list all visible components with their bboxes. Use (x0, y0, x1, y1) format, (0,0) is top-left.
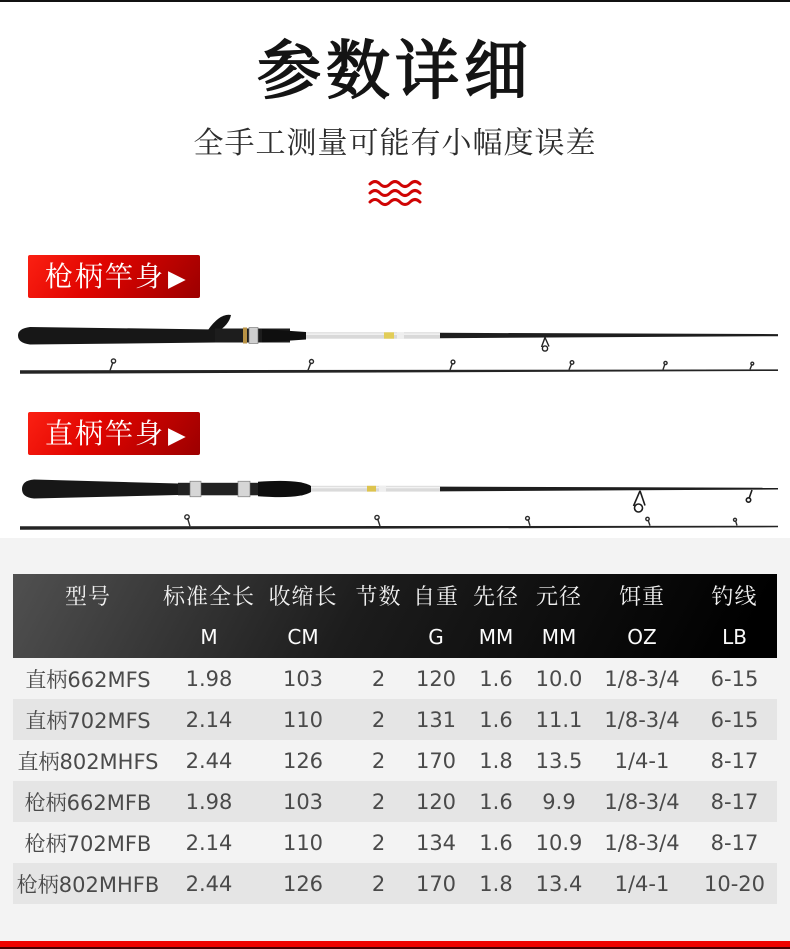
table-cell: 1/4-1 (614, 748, 670, 773)
section-row-casting (28, 255, 790, 298)
table-cell: 1/8-3/4 (604, 666, 680, 691)
table-cell: 1.6 (479, 789, 513, 814)
wave-decoration-icon (367, 179, 423, 209)
table-cell: 131 (415, 707, 457, 732)
table-cell: 2 (371, 707, 386, 732)
col-header-closed: 收缩长 (268, 584, 338, 610)
table-cell: 9.9 (542, 789, 576, 814)
table-cell: 2 (371, 830, 386, 855)
casting-rod-image (0, 303, 790, 397)
table-cell: 126 (282, 871, 324, 896)
table-cell: 11.1 (535, 707, 583, 732)
table-cell: 2.44 (185, 871, 233, 896)
arrow-right-icon: ▶ (168, 266, 188, 292)
spec-table (13, 574, 777, 904)
table-cell: 1.8 (479, 748, 513, 773)
table-cell: 2 (371, 871, 386, 896)
col-header-weight: 自重 (412, 584, 459, 610)
table-cell: 直柄802MHFS (17, 749, 159, 774)
table-cell: 1.98 (185, 789, 233, 814)
unit-length: M (200, 625, 218, 649)
unit-header-row (13, 616, 777, 658)
spinning-rod-image (0, 462, 790, 540)
table-cell: 1.6 (479, 666, 513, 691)
table-cell: 170 (415, 871, 457, 896)
col-header-tip-dia: 先径 (472, 584, 519, 610)
table-cell: 2 (371, 666, 386, 691)
table-cell: 120 (415, 666, 457, 691)
unit-weight: G (428, 625, 444, 649)
col-header-lure: 饵重 (618, 584, 665, 610)
top-divider (0, 0, 790, 2)
section-label-spinning (28, 412, 200, 455)
section-label-casting-text: 枪柄竿身 (45, 260, 166, 293)
table-cell: 2 (371, 748, 386, 773)
table-cell: 1/8-3/4 (604, 830, 680, 855)
table-row (13, 699, 777, 740)
section-row-spinning (28, 412, 790, 455)
table-cell: 1/8-3/4 (604, 789, 680, 814)
table-cell: 2.14 (185, 707, 233, 732)
col-header-model: 型号 (64, 584, 111, 610)
table-cell: 110 (282, 707, 324, 732)
table-cell: 1.6 (479, 830, 513, 855)
table-cell: 126 (282, 748, 324, 773)
unit-closed: CM (287, 625, 319, 649)
unit-lure: OZ (627, 625, 657, 649)
unit-butt-dia: MM (541, 625, 577, 649)
table-cell: 1.98 (185, 666, 233, 691)
unit-tip-dia: MM (478, 625, 514, 649)
table-cell: 103 (282, 666, 324, 691)
unit-model (13, 616, 163, 658)
table-cell: 103 (282, 789, 324, 814)
table-cell: 6-15 (710, 707, 759, 732)
table-cell: 110 (282, 830, 324, 855)
page-subtitle: 全手工测量可能有小幅度误差 (193, 126, 597, 161)
table-cell: 1.6 (479, 707, 513, 732)
table-cell: 10-20 (703, 871, 766, 896)
table-cell: 1.8 (479, 871, 513, 896)
table-row (13, 658, 777, 699)
unit-line: LB (722, 625, 747, 649)
table-cell: 170 (415, 748, 457, 773)
table-cell: 120 (415, 789, 457, 814)
col-header-butt-dia: 元径 (535, 584, 582, 610)
table-row (13, 863, 777, 904)
table-cell: 枪柄702MFB (24, 831, 152, 856)
table-row (13, 781, 777, 822)
table-row (13, 740, 777, 781)
table-cell: 8-17 (710, 789, 759, 814)
table-cell: 8-17 (710, 748, 759, 773)
section-label-casting (28, 255, 200, 298)
table-cell: 2 (371, 789, 386, 814)
table-cell: 2.14 (185, 830, 233, 855)
spec-table-head (13, 574, 777, 658)
table-cell: 10.0 (535, 666, 583, 691)
col-header-length: 标准全长 (163, 584, 256, 610)
table-cell: 134 (415, 830, 457, 855)
page-title: 参数详细 (257, 35, 533, 109)
col-header-sections: 节数 (355, 584, 402, 610)
spec-table-body (13, 658, 777, 904)
table-cell: 10.9 (535, 830, 583, 855)
table-row (13, 822, 777, 863)
col-header-line: 钓线 (711, 584, 758, 610)
table-cell: 1/8-3/4 (604, 707, 680, 732)
section-label-spinning-text: 直柄竿身 (45, 417, 166, 450)
table-cell: 13.5 (535, 748, 583, 773)
table-cell: 13.4 (535, 871, 583, 896)
spec-section (0, 538, 790, 949)
table-cell: 2.44 (185, 748, 233, 773)
table-cell: 枪柄802MHFB (16, 872, 160, 897)
table-cell: 直柄702MFS (25, 708, 151, 733)
table-cell: 直柄662MFS (25, 667, 151, 692)
unit-sections (351, 616, 406, 658)
table-cell: 枪柄662MFB (24, 790, 152, 815)
table-cell: 8-17 (710, 830, 759, 855)
table-cell: 1/4-1 (614, 871, 670, 896)
arrow-right-icon: ▶ (168, 423, 188, 449)
column-header-row (13, 574, 777, 616)
table-cell: 6-15 (710, 666, 759, 691)
